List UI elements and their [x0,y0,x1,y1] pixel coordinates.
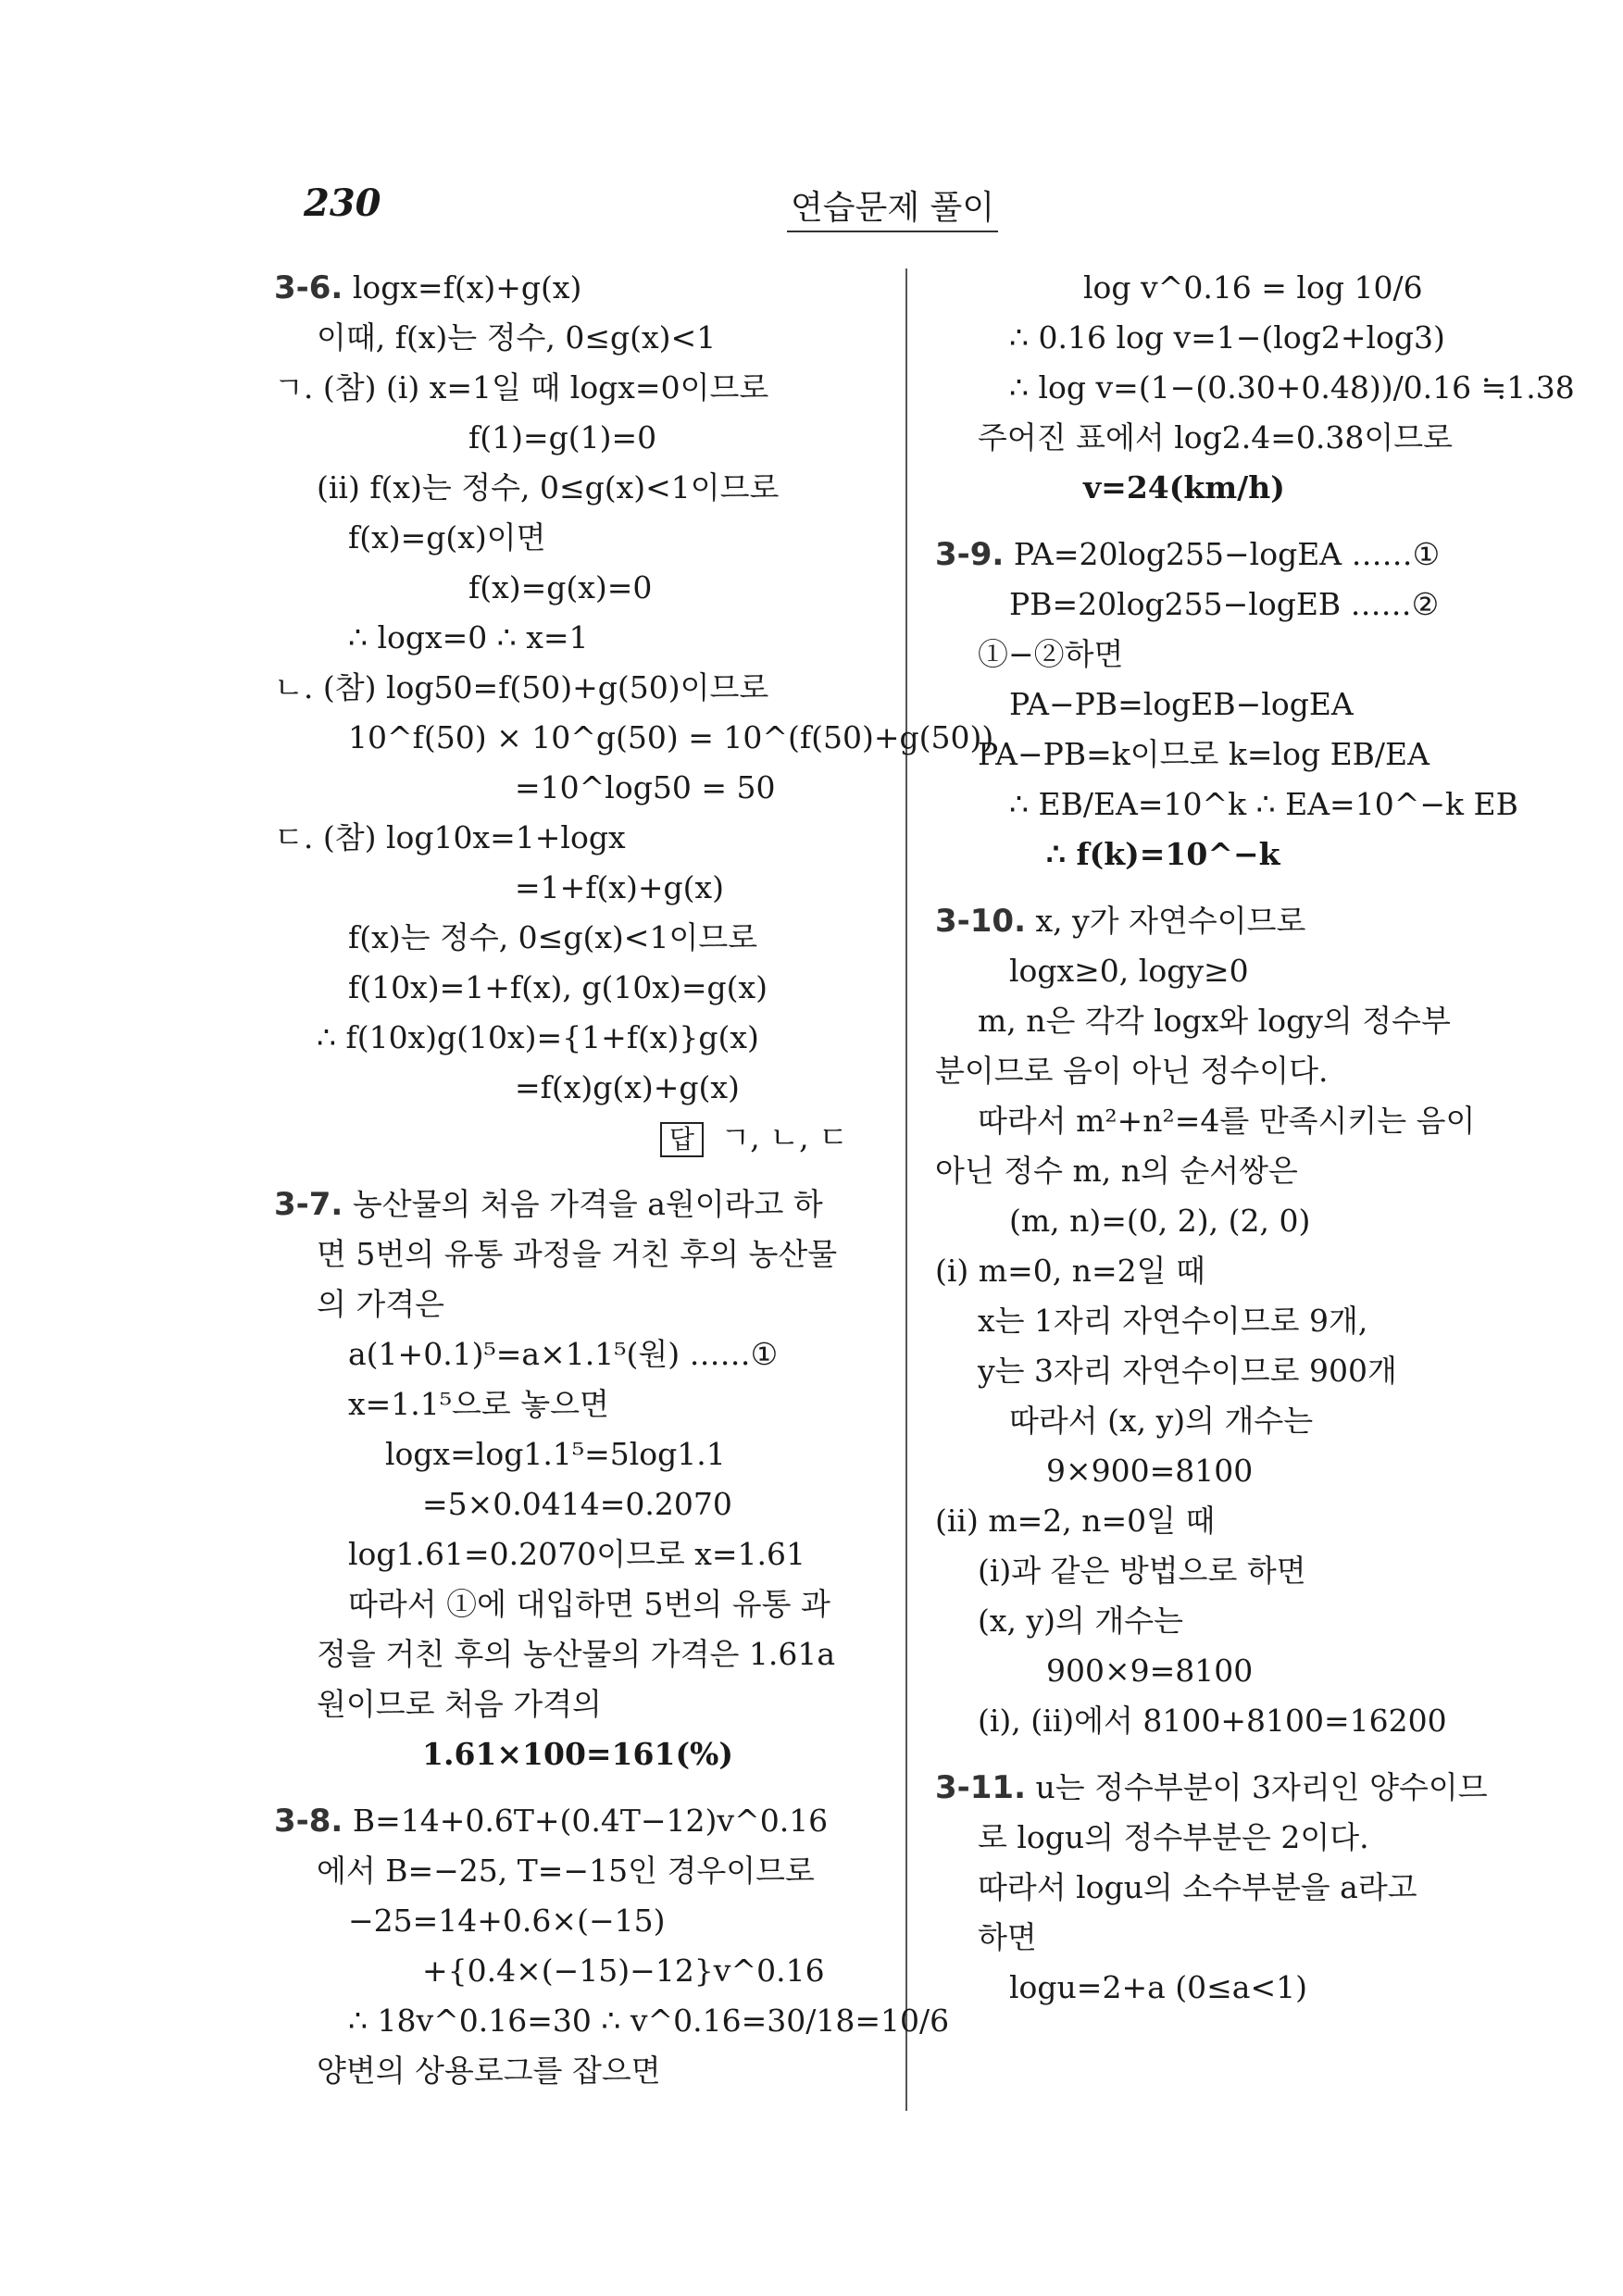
solution-line: ㄱ. (참) (i) x=1일 때 logx=0이므로 [274,369,769,406]
solution-line: f(1)=g(1)=0 [468,419,657,455]
solution-line: ∴ 18v^0.16=30 ∴ v^0.16=30/18=10/6 [348,2003,950,2039]
solution-line: (m, n)=(0, 2), (2, 0) [1009,1203,1311,1239]
problem-number: 3-6. [274,269,343,306]
solution-line: ∴ logx=0 ∴ x=1 [348,619,589,655]
problem-number: 3-7. [274,1186,343,1223]
solution-line: 아닌 정수 m, n의 순서쌍은 [935,1153,1298,1189]
solution-line: ∴ f(10x)g(10x)={1+f(x)}g(x) [317,1019,759,1055]
solution-line: logx=f(x)+g(x) [352,269,582,306]
problem-3-8 [274,1796,950,2096]
solution-line: ㄴ. (참) log50=f(50)+g(50)이므로 [274,669,769,705]
solution-line: log1.61=0.2070이므로 x=1.61 [348,1536,806,1572]
solution-line: m, n은 각각 logx와 logy의 정수부 [978,1003,1451,1039]
solution-line: f(x)=g(x)이면 [348,519,546,555]
solution-line: ∴ f(k)=10^−k [1046,836,1280,872]
problem-3-8-continued [935,263,1575,513]
solution-line: ㄷ. (참) log10x=1+logx [274,819,626,855]
solution-line: 에서 B=−25, T=−15인 경우이므로 [317,1853,815,1889]
right-column [935,263,1575,2013]
solution-line: =10^log50 = 50 [515,769,776,805]
solution-line: x, y가 자연수이므로 [1035,903,1306,939]
problem-3-10 [935,896,1546,1746]
solution-line: 양변의 상용로그를 잡으면 [317,2053,661,2089]
solution-line: 주어진 표에서 log2.4=0.38이므로 [978,419,1454,455]
solution-line: u는 정수부분이 3자리인 양수이므 [1035,1769,1488,1805]
solution-line: (ii) m=2, n=0일 때 [935,1503,1216,1539]
solution-line: (i)과 같은 방법으로 하면 [978,1553,1306,1589]
solution-line: (i), (ii)에서 8100+8100=16200 [978,1703,1447,1739]
solution-line: f(x)는 정수, 0≤g(x)<1이므로 [348,919,758,955]
problem-3-11 [935,1763,1546,2013]
solution-line: 로 logu의 정수부분은 2이다. [978,1819,1369,1855]
solution-line: 10^f(50) × 10^g(50) = 10^(f(50)+g(50)) [348,719,994,755]
solution-line: a(1+0.1)⁵=a×1.1⁵(원) ……① [348,1336,779,1372]
solution-line: PB=20log255−logEB ……② [1009,586,1440,622]
problem-number: 3-9. [935,536,1005,573]
problem-3-7 [274,1179,885,1779]
solution-line: 1.61×100=161(%) [422,1736,734,1772]
solution-line: ∴ log v=(1−(0.30+0.48))/0.16 ≒1.38 [1009,369,1575,406]
solution-line: 면 5번의 유통 과정을 거친 후의 농산물 [317,1236,838,1272]
solution-line: 따라서 logu의 소수부분을 a라고 [978,1869,1417,1905]
solution-line: 원이므로 처음 가격의 [317,1686,602,1722]
solution-line: 의 가격은 [317,1286,445,1322]
solution-line: logu=2+a (0≤a<1) [1009,1969,1307,2005]
problem-number: 3-11. [935,1769,1026,1806]
solution-line: 따라서 (x, y)의 개수는 [1009,1403,1314,1439]
solution-line: PA−PB=k이므로 k=log EB/EA [978,736,1429,772]
solution-line: v=24(km/h) [1083,469,1285,505]
answer-row [274,1113,885,1163]
solution-line: ∴ EB/EA=10^k ∴ EA=10^−k EB [1009,786,1518,822]
solution-line: =5×0.0414=0.2070 [422,1486,732,1522]
solution-line: PA−PB=logEB−logEA [1009,686,1354,722]
solution-line: f(10x)=1+f(x), g(10x)=g(x) [348,969,768,1005]
solution-line: logx=log1.1⁵=5log1.1 [385,1436,726,1472]
solution-line: 정을 거친 후의 농산물의 가격은 1.61a [317,1636,836,1672]
solution-line: B=14+0.6T+(0.4T−12)v^0.16 [352,1803,829,1839]
solution-line: logx≥0, logy≥0 [1009,953,1249,989]
solution-line: log v^0.16 = log 10/6 [1083,269,1423,306]
solution-line: (ii) f(x)는 정수, 0≤g(x)<1이므로 [317,469,780,505]
solution-line: 분이므로 음이 아닌 정수이다. [935,1053,1329,1089]
solution-line: ∴ 0.16 log v=1−(log2+log3) [1009,319,1445,356]
solution-line: =1+f(x)+g(x) [515,869,725,905]
solution-line: +{0.4×(−15)−12}v^0.16 [422,1953,825,1989]
solution-line: 농산물의 처음 가격을 a원이라고 하 [352,1186,823,1222]
running-head: 연습문제 풀이 [787,181,998,232]
solution-line: 하면 [978,1919,1037,1955]
problem-number: 3-10. [935,903,1026,940]
solution-line: 따라서 m²+n²=4를 만족시키는 음이 [978,1103,1476,1139]
solution-line: PA=20log255−logEA ……① [1013,536,1441,572]
solution-line: ①−②하면 [978,636,1124,672]
solution-line: 이때, f(x)는 정수, 0≤g(x)<1 [317,319,717,356]
solution-line: 900×9=8100 [1046,1653,1254,1689]
answer-text: ㄱ, ㄴ, ㄷ [720,1119,848,1155]
problem-3-9 [935,530,1546,880]
solution-line: 9×900=8100 [1046,1453,1254,1489]
solution-line: (x, y)의 개수는 [978,1603,1183,1639]
solution-line: =f(x)g(x)+g(x) [515,1069,740,1105]
solution-line: x는 1자리 자연수이므로 9개, [978,1303,1368,1339]
solution-line: x=1.1⁵으로 놓으면 [348,1386,609,1422]
column-divider [905,268,907,2111]
solution-line: f(x)=g(x)=0 [468,569,653,605]
solution-line: (i) m=0, n=2일 때 [935,1253,1205,1289]
solution-line: y는 3자리 자연수이므로 900개 [978,1353,1397,1389]
answer-label: 답 [660,1122,704,1157]
page-number: 230 [304,181,381,225]
solution-line: 따라서 ①에 대입하면 5번의 유통 과 [348,1586,830,1622]
problem-number: 3-8. [274,1803,343,1840]
solution-line: −25=14+0.6×(−15) [348,1903,666,1939]
